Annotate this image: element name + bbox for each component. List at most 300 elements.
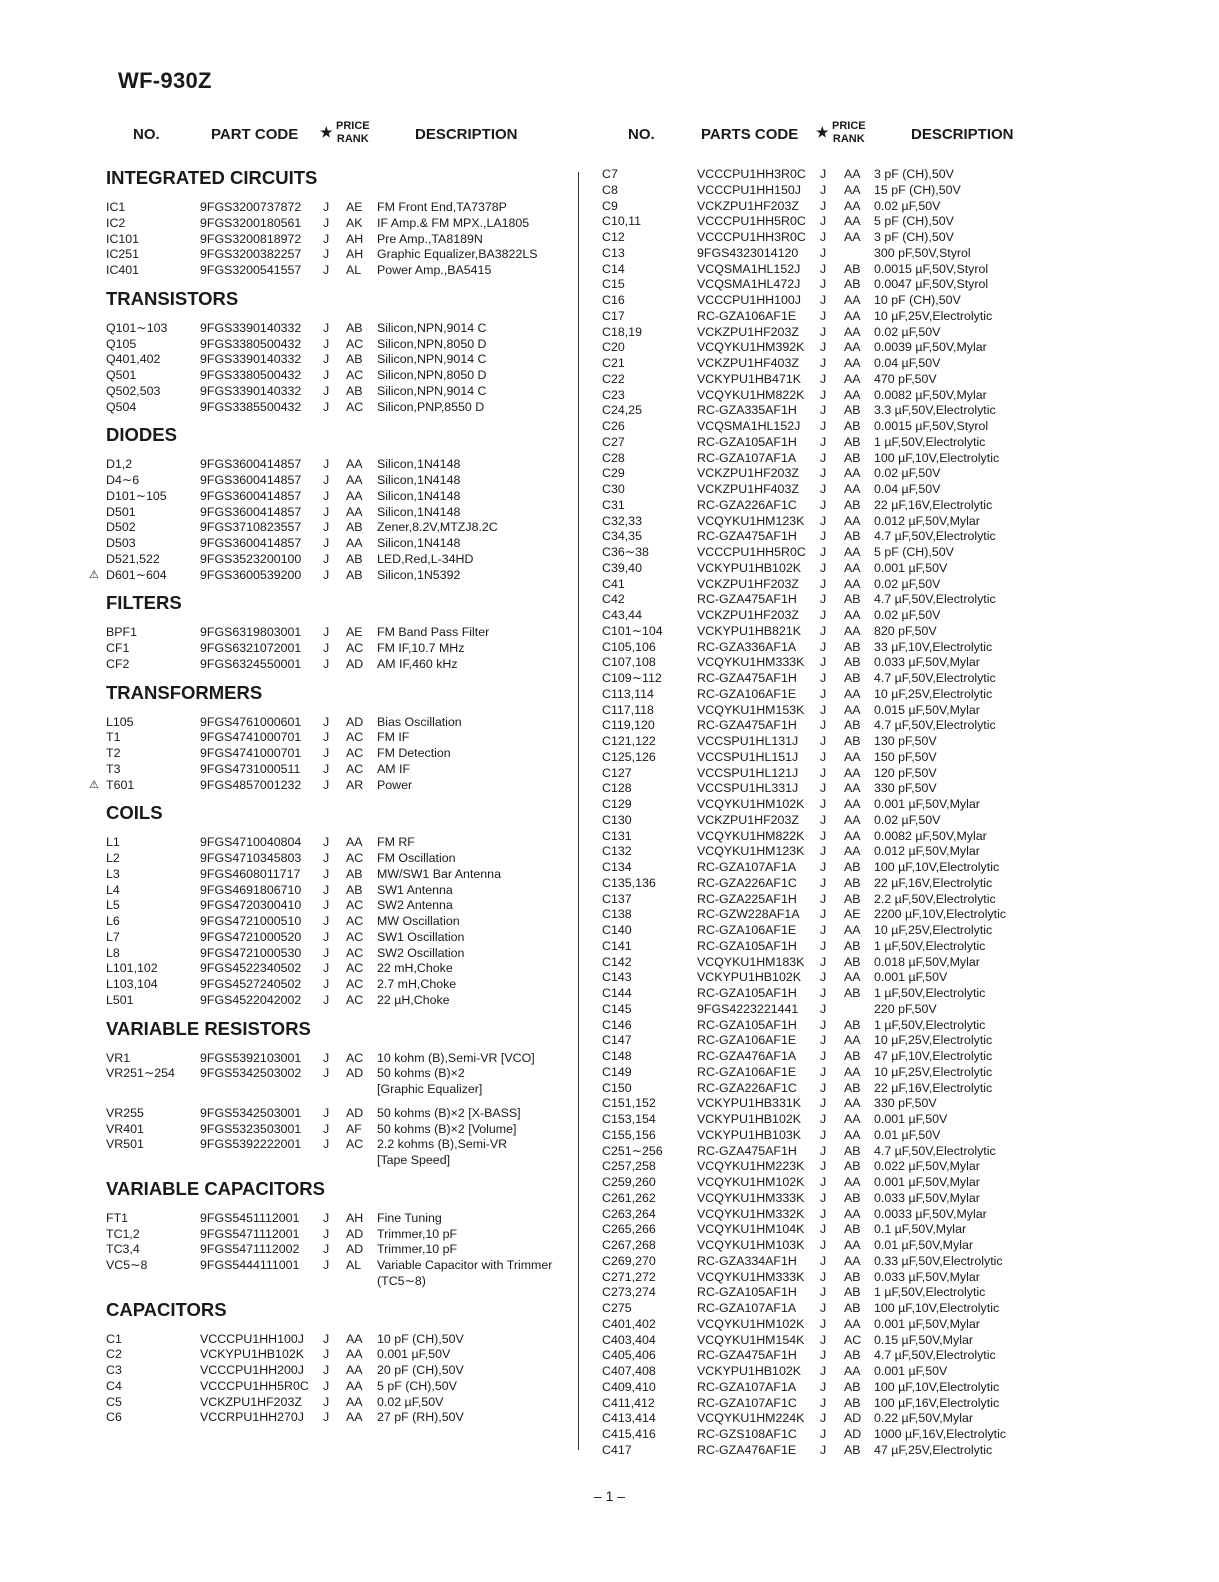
part-description: 4.7 µF,50V,Electrolytic <box>874 718 996 733</box>
part-row <box>602 939 1022 955</box>
part-code: RC-GZA107AF1A <box>697 1379 797 1394</box>
part-description: Trimmer,10 pF <box>377 1226 458 1241</box>
part-code: 9FGS4720300410 <box>200 898 302 913</box>
part-code: 9FGS6321072001 <box>200 641 302 655</box>
part-number: TC1,2 <box>106 1226 140 1241</box>
part-j-flag: J <box>323 746 330 760</box>
price-rank: AB <box>844 1269 861 1284</box>
part-j-flag: J <box>820 1017 827 1032</box>
part-code: VCCSPU1HL131J <box>697 734 799 748</box>
part-description: Silicon,1N4148 <box>377 473 461 487</box>
part-row <box>602 876 1022 892</box>
part-number: C132 <box>602 844 632 859</box>
part-description: Silicon,NPN,8050 D <box>377 368 487 382</box>
price-rank: AB <box>844 1348 861 1363</box>
part-code: 9FGS5471112002 <box>200 1242 300 1257</box>
part-code: RC-GZA475AF1H <box>697 1348 797 1363</box>
part-description: 100 µF,10V,Electrolytic <box>874 860 1000 874</box>
part-number: C415,416 <box>602 1427 656 1441</box>
part-row <box>100 232 578 248</box>
part-number: C109∼112 <box>602 671 662 685</box>
part-row <box>602 1427 1022 1443</box>
part-number: C144 <box>602 986 632 1000</box>
part-description: 0.0082 µF,50V,Mylar <box>874 828 987 843</box>
part-j-flag: J <box>820 340 827 355</box>
part-description: 0.001 µF,50V <box>874 1112 948 1126</box>
part-j-flag: J <box>820 1190 827 1205</box>
part-number: C27 <box>602 434 625 449</box>
price-rank: AB <box>346 383 363 398</box>
section-heading: TRANSFORMERS <box>106 681 263 703</box>
part-description: 470 pF,50V <box>874 371 937 386</box>
part-j-flag: J <box>323 1105 330 1120</box>
part-description: 1 µF,50V,Electrolytic <box>874 938 986 953</box>
price-rank: AA <box>844 198 861 213</box>
part-code: RC-GZA106AF1E <box>697 923 797 937</box>
part-description: Silicon,NPN,9014 C <box>377 352 487 367</box>
part-j-flag: J <box>323 777 330 792</box>
part-row <box>100 715 578 731</box>
price-rank: AB <box>844 1442 861 1457</box>
part-code: 9FGS4710345803 <box>200 851 302 865</box>
part-j-flag: J <box>820 765 827 780</box>
part-code: RC-GZA107AF1A <box>697 860 797 874</box>
part-j-flag: J <box>820 560 827 575</box>
part-j-flag: J <box>820 1395 827 1410</box>
part-code: RC-GZA226AF1C <box>697 497 797 512</box>
part-code: RC-GZA475AF1H <box>697 671 797 685</box>
part-j-flag: J <box>820 671 827 685</box>
part-row <box>602 1033 1022 1049</box>
part-row <box>602 781 1022 797</box>
part-description: Silicon,1N4148 <box>377 488 461 503</box>
part-row <box>602 482 1022 498</box>
part-description: SW2 Antenna <box>377 898 453 913</box>
price-rank: AA <box>844 1175 861 1189</box>
part-row <box>602 388 1022 404</box>
part-j-flag: J <box>820 828 827 843</box>
part-j-flag: J <box>323 536 330 550</box>
part-row <box>602 1207 1022 1223</box>
part-row <box>602 1238 1022 1254</box>
part-description: Power <box>377 777 413 792</box>
part-j-flag: J <box>820 356 827 370</box>
part-description: [Tape Speed] <box>377 1153 451 1167</box>
part-code: VCKZPU1HF203Z <box>697 198 799 213</box>
part-number: D502 <box>106 520 136 535</box>
price-rank: AA <box>346 1347 363 1362</box>
part-number: C271,272 <box>602 1269 656 1284</box>
part-number: CF1 <box>106 641 130 655</box>
part-row <box>602 640 1022 656</box>
part-number: C148 <box>602 1049 632 1063</box>
part-j-flag: J <box>323 835 330 850</box>
part-j-flag: J <box>820 182 827 197</box>
price-rank: AC <box>346 761 364 776</box>
header-price-rank <box>832 120 866 146</box>
part-code: RC-GZA105AF1H <box>697 986 797 1000</box>
part-row <box>602 262 1022 278</box>
part-j-flag: J <box>820 371 827 386</box>
part-description: 3 pF (CH),50V <box>874 230 954 244</box>
part-j-flag: J <box>820 198 827 213</box>
price-rank: AA <box>346 1378 363 1393</box>
part-number: C105,106 <box>602 639 656 654</box>
part-description: 220 pF,50V <box>874 1001 937 1016</box>
part-j-flag: J <box>323 945 330 960</box>
left-parts-list <box>89 158 578 1426</box>
right-parts-list <box>602 167 1022 1459</box>
part-number: VC5∼8 <box>106 1258 148 1272</box>
part-row <box>602 608 1022 624</box>
part-code: VCQYKU1HM223K <box>697 1159 805 1174</box>
part-code: 9FGS3200737872 <box>200 200 302 214</box>
part-description: 1 µF,50V,Electrolytic <box>874 434 986 449</box>
part-row <box>100 473 578 489</box>
part-description: Power Amp.,BA5415 <box>377 263 492 277</box>
part-number: C12 <box>602 230 625 244</box>
section-heading: FILTERS <box>106 592 182 614</box>
part-code: 9FGS5392103001 <box>200 1050 302 1065</box>
part-description: FM IF <box>377 730 410 745</box>
part-row <box>602 624 1022 640</box>
part-description: 10 µF,25V,Electrolytic <box>874 308 993 323</box>
section-heading: VARIABLE RESISTORS <box>106 1017 311 1039</box>
price-rank: AC <box>346 399 364 414</box>
part-description: 5 pF (CH),50V <box>874 214 954 229</box>
price-rank: AA <box>844 576 861 591</box>
price-rank: AD <box>346 714 364 729</box>
part-j-flag: J <box>820 970 827 985</box>
part-row <box>100 384 578 400</box>
part-j-flag: J <box>820 844 827 859</box>
part-row <box>602 1191 1022 1207</box>
part-description: 0.02 µF,50V <box>377 1394 444 1409</box>
part-description: 50 kohms (B)×2 [Volume] <box>377 1121 517 1136</box>
part-code: VCQYKU1HM154K <box>697 1332 805 1347</box>
part-row <box>602 199 1022 215</box>
price-rank: AA <box>844 686 861 701</box>
part-row <box>602 718 1022 734</box>
part-description: Silicon,PNP,8550 D <box>377 399 485 414</box>
part-row <box>602 907 1022 923</box>
part-j-flag: J <box>820 545 827 559</box>
part-j-flag: J <box>820 434 827 449</box>
part-j-flag: J <box>323 1258 330 1272</box>
part-row <box>89 777 578 794</box>
part-description: 0.033 µF,50V,Mylar <box>874 1190 980 1205</box>
price-rank: AF <box>346 1121 362 1136</box>
part-code: VCQYKU1HM332K <box>697 1206 805 1221</box>
price-rank: AC <box>346 914 364 928</box>
part-number: Q504 <box>106 399 137 414</box>
part-j-flag: J <box>323 1363 330 1377</box>
part-j-flag: J <box>323 263 330 277</box>
part-number: FT1 <box>106 1210 129 1225</box>
part-row <box>602 703 1022 719</box>
part-description: MW/SW1 Bar Antenna <box>377 866 501 881</box>
price-rank: AC <box>844 1332 862 1347</box>
part-j-flag: J <box>820 450 827 465</box>
part-code: VCCCPU1HH100J <box>200 1331 304 1346</box>
part-row <box>602 325 1022 341</box>
part-code: 9FGS3600414857 <box>200 488 302 503</box>
part-j-flag: J <box>323 200 330 214</box>
part-description: 0.001 µF,50V <box>874 560 948 575</box>
part-description: Variable Capacitor with Trimmer <box>377 1258 553 1272</box>
part-code: VCCRPU1HH270J <box>200 1410 304 1425</box>
part-row <box>100 1347 578 1363</box>
price-rank: AH <box>346 231 364 246</box>
price-rank: AC <box>346 992 364 1007</box>
price-rank: AB <box>844 1190 861 1205</box>
part-number: C261,262 <box>602 1190 656 1205</box>
part-number: C130 <box>602 812 632 827</box>
part-code: VCCCPU1HH3R0C <box>697 230 806 244</box>
part-code: 9FGS4741000701 <box>200 746 302 760</box>
part-number: C411,412 <box>602 1395 655 1410</box>
price-rank: AC <box>346 730 364 745</box>
part-row <box>602 230 1022 246</box>
part-row <box>100 1211 578 1227</box>
part-row <box>602 309 1022 325</box>
part-description: 100 µF,10V,Electrolytic <box>874 1301 1000 1315</box>
part-j-flag: J <box>820 261 827 276</box>
price-rank: AA <box>844 371 861 386</box>
part-row <box>602 1018 1022 1034</box>
part-row <box>602 592 1022 608</box>
part-number: C409,410 <box>602 1379 656 1394</box>
part-description: SW1 Antenna <box>377 882 453 897</box>
part-code: VCCSPU1HL121J <box>697 765 799 780</box>
part-description: 0.02 µF,50V <box>874 324 941 339</box>
part-row <box>602 687 1022 703</box>
part-row <box>602 561 1022 577</box>
price-rank: AD <box>346 1105 364 1120</box>
part-number: T2 <box>106 746 121 760</box>
price-rank: AA <box>346 457 363 472</box>
price-rank: AB <box>844 734 861 748</box>
part-number: D501 <box>106 504 136 519</box>
part-description: Silicon,1N4148 <box>377 457 461 472</box>
part-code: RC-GZA476AF1A <box>697 1049 797 1063</box>
part-row <box>100 552 578 568</box>
price-rank: AA <box>844 230 861 244</box>
price-rank: AA <box>844 749 861 764</box>
part-description: Silicon,1N5392 <box>377 567 461 582</box>
price-rank: AE <box>844 907 861 922</box>
part-code: RC-GZA475AF1H <box>697 529 797 544</box>
part-code: VCQYKU1HM822K <box>697 828 805 843</box>
part-number: C5 <box>106 1394 122 1409</box>
part-j-flag: J <box>820 1285 827 1300</box>
part-description: 15 pF (CH),50V <box>874 182 961 197</box>
part-code: VCKZPU1HF403Z <box>697 356 799 370</box>
part-description: 0.0033 µF,50V,Mylar <box>874 1206 987 1221</box>
part-j-flag: J <box>323 992 330 1007</box>
part-number: C6 <box>106 1410 122 1425</box>
part-row <box>100 835 578 851</box>
part-description: 10 pF (CH),50V <box>377 1331 464 1346</box>
part-j-flag: J <box>820 875 827 890</box>
part-row <box>602 435 1022 451</box>
price-rank: AB <box>346 866 363 881</box>
part-code: 9FGS4721000530 <box>200 945 302 960</box>
price-rank: AB <box>844 1017 861 1032</box>
part-number: C15 <box>602 277 625 292</box>
price-rank: AA <box>844 482 861 496</box>
part-number: T3 <box>106 761 121 776</box>
part-number: L5 <box>106 898 120 913</box>
price-rank: AA <box>844 1253 861 1268</box>
part-description: 1 µF,50V,Electrolytic <box>874 986 986 1000</box>
price-rank: AA <box>346 1410 363 1425</box>
header-price: PRICE <box>336 120 370 132</box>
part-row <box>100 1410 578 1426</box>
part-code: VCCCPU1HH5R0C <box>200 1378 309 1393</box>
part-description: 0.15 µF,50V,Mylar <box>874 1332 973 1347</box>
part-row <box>100 898 578 914</box>
part-row <box>602 1396 1022 1412</box>
part-row <box>100 946 578 962</box>
part-number: C29 <box>602 466 625 481</box>
price-rank: AB <box>346 551 363 566</box>
part-row <box>602 1348 1022 1364</box>
part-description: SW2 Oscillation <box>377 945 465 960</box>
part-row <box>100 400 578 416</box>
part-row <box>602 1128 1022 1144</box>
price-rank: AA <box>844 293 861 307</box>
part-row <box>100 1066 578 1082</box>
row-gap <box>100 1098 578 1106</box>
part-row <box>602 466 1022 482</box>
part-number: C267,268 <box>602 1238 656 1252</box>
part-row <box>602 671 1022 687</box>
price-rank: AA <box>844 970 861 985</box>
price-rank: AA <box>844 1112 861 1126</box>
part-row <box>602 1159 1022 1175</box>
part-number: C21 <box>602 356 625 370</box>
part-number: C28 <box>602 450 625 465</box>
part-row <box>602 734 1022 750</box>
part-row <box>602 844 1022 860</box>
part-row <box>100 505 578 521</box>
part-number: VR1 <box>106 1050 131 1065</box>
part-number: C137 <box>602 891 632 906</box>
part-description: FM RF <box>377 835 415 850</box>
price-rank: AC <box>346 336 364 351</box>
part-number: C119,120 <box>602 718 655 733</box>
safety-warning-icon: ⚠ <box>89 778 99 791</box>
price-rank: AA <box>844 812 861 827</box>
part-code: VCQYKU1HM333K <box>697 1269 805 1284</box>
part-row <box>100 536 578 552</box>
price-rank: AA <box>844 513 861 528</box>
part-row <box>602 750 1022 766</box>
part-description: 0.012 µF,50V,Mylar <box>874 844 980 859</box>
part-code: VCQYKU1HM102K <box>697 1175 805 1189</box>
price-rank: AC <box>346 977 364 991</box>
part-number: C1 <box>106 1331 122 1346</box>
part-description: 150 pF,50V <box>874 749 937 764</box>
price-rank: AB <box>844 1301 861 1315</box>
part-description: 2.7 mH,Choke <box>377 977 457 991</box>
part-code: 9FGS3380500432 <box>200 368 302 382</box>
part-number: C417 <box>602 1442 632 1457</box>
part-j-flag: J <box>820 938 827 953</box>
part-description: 0.033 µF,50V,Mylar <box>874 655 980 670</box>
part-j-flag: J <box>323 641 330 655</box>
part-row <box>100 1242 578 1258</box>
price-rank: AB <box>844 639 861 654</box>
part-j-flag: J <box>323 1331 330 1346</box>
part-code: VCKZPU1HF203Z <box>697 812 799 827</box>
part-description: Silicon,1N4148 <box>377 536 461 550</box>
part-number: C263,264 <box>602 1206 656 1221</box>
part-description: SW1 Oscillation <box>377 929 465 944</box>
part-row <box>602 1081 1022 1097</box>
part-code: 9FGS3710823557 <box>200 520 302 535</box>
part-description: 27 pF (RH),50V <box>377 1410 464 1425</box>
part-j-flag: J <box>323 1210 330 1225</box>
part-code: VCQYKU1HM392K <box>697 340 805 355</box>
part-j-flag: J <box>323 567 330 582</box>
part-description: 0.0082 µF,50V,Mylar <box>874 387 987 402</box>
price-rank: AA <box>346 536 363 550</box>
part-description: 0.02 µF,50V <box>874 812 941 827</box>
part-j-flag: J <box>820 466 827 481</box>
part-description: Pre Amp.,TA8189N <box>377 231 483 246</box>
part-description: 10 µF,25V,Electrolytic <box>874 686 993 701</box>
price-rank: AB <box>346 882 363 897</box>
part-j-flag: J <box>820 860 827 874</box>
part-number: L6 <box>106 914 120 928</box>
part-j-flag: J <box>820 387 827 402</box>
part-code: VCCCPU1HH200J <box>200 1363 304 1377</box>
part-code: 9FGS5342503001 <box>200 1105 302 1120</box>
left-column-header <box>100 118 580 152</box>
part-j-flag: J <box>820 293 827 307</box>
part-j-flag: J <box>820 1332 827 1347</box>
part-description: Zener,8.2V,MTZJ8.2C <box>377 520 498 535</box>
part-code: VCKYPU1HB102K <box>697 560 801 575</box>
part-code: RC-GZA105AF1H <box>697 1017 797 1032</box>
part-code: VCQYKU1HM123K <box>697 844 805 859</box>
part-description: 22 µF,16V,Electrolytic <box>874 1080 993 1095</box>
part-number: TC3,4 <box>106 1242 140 1257</box>
part-description: Silicon,NPN,8050 D <box>377 336 487 351</box>
part-description: 0.33 µF,50V,Electrolytic <box>874 1253 1003 1268</box>
part-number: C113,114 <box>602 686 654 701</box>
part-code: 9FGS4691806710 <box>200 882 302 897</box>
part-number: C413,414 <box>602 1411 656 1426</box>
price-rank: AD <box>346 1226 364 1241</box>
part-number: C36∼38 <box>602 545 649 559</box>
part-code: RC-GZA105AF1H <box>697 434 797 449</box>
part-description: [Graphic Equalizer] <box>377 1082 483 1096</box>
section-heading: CAPACITORS <box>106 1298 227 1320</box>
part-j-flag: J <box>820 812 827 827</box>
part-code: VCKYPU1HB821K <box>697 623 801 638</box>
part-number: C403,404 <box>602 1332 656 1347</box>
part-number: L103,104 <box>106 977 158 991</box>
part-j-flag: J <box>820 245 827 260</box>
part-j-flag: J <box>820 986 827 1000</box>
part-number: C39,40 <box>602 560 642 575</box>
part-number: C153,154 <box>602 1112 656 1126</box>
part-row <box>602 1270 1022 1286</box>
part-row <box>602 545 1022 561</box>
